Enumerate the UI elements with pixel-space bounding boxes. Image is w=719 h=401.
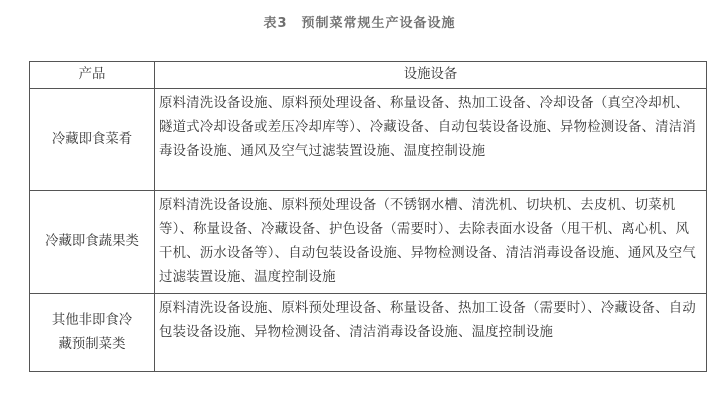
table-number: 表3 (263, 16, 288, 31)
equipment-table (29, 61, 707, 372)
header-facilities: 设施设备 (155, 62, 707, 89)
facilities-cell: 原料清洗设备设施、原料预处理设备、称量设备、热加工设备、冷却设备（真空冷却机、隧道式冷却设备或差压冷却库等）、冷藏设备、自动包装设备设施、异物检测设备、清洁消毒设备设施、通风及空气过滤装置设施、温度控制设施 (155, 89, 707, 191)
table-header-row (30, 62, 707, 89)
product-cell: 冷藏即食蔬果类 (30, 191, 155, 294)
product-cell: 冷藏即食菜肴 (30, 89, 155, 191)
table-row (30, 294, 707, 372)
header-product: 产品 (30, 62, 155, 89)
table-caption (0, 12, 719, 31)
table-row (30, 191, 707, 294)
table-title: 预制菜常规生产设备设施 (301, 16, 456, 31)
facilities-cell: 原料清洗设备设施、原料预处理设备（不锈钢水槽、清洗机、切块机、去皮机、切菜机等）、称量设备、冷藏设备、护色设备（需要时）、去除表面水设备（甩干机、离心机、风干机、沥水设备等）、自动包装设备设施、异物检测设备、清洁消毒设备设施、通风及空气过滤装置设施、温度控制设施 (155, 191, 707, 294)
facilities-cell: 原料清洗设备设施、原料预处理设备、称量设备、热加工设备（需要时）、冷藏设备、自动包装设备设施、异物检测设备、清洁消毒设备设施、温度控制设施 (155, 294, 707, 372)
table-row (30, 89, 707, 191)
product-cell: 其他非即食冷藏预制菜类 (30, 294, 155, 372)
